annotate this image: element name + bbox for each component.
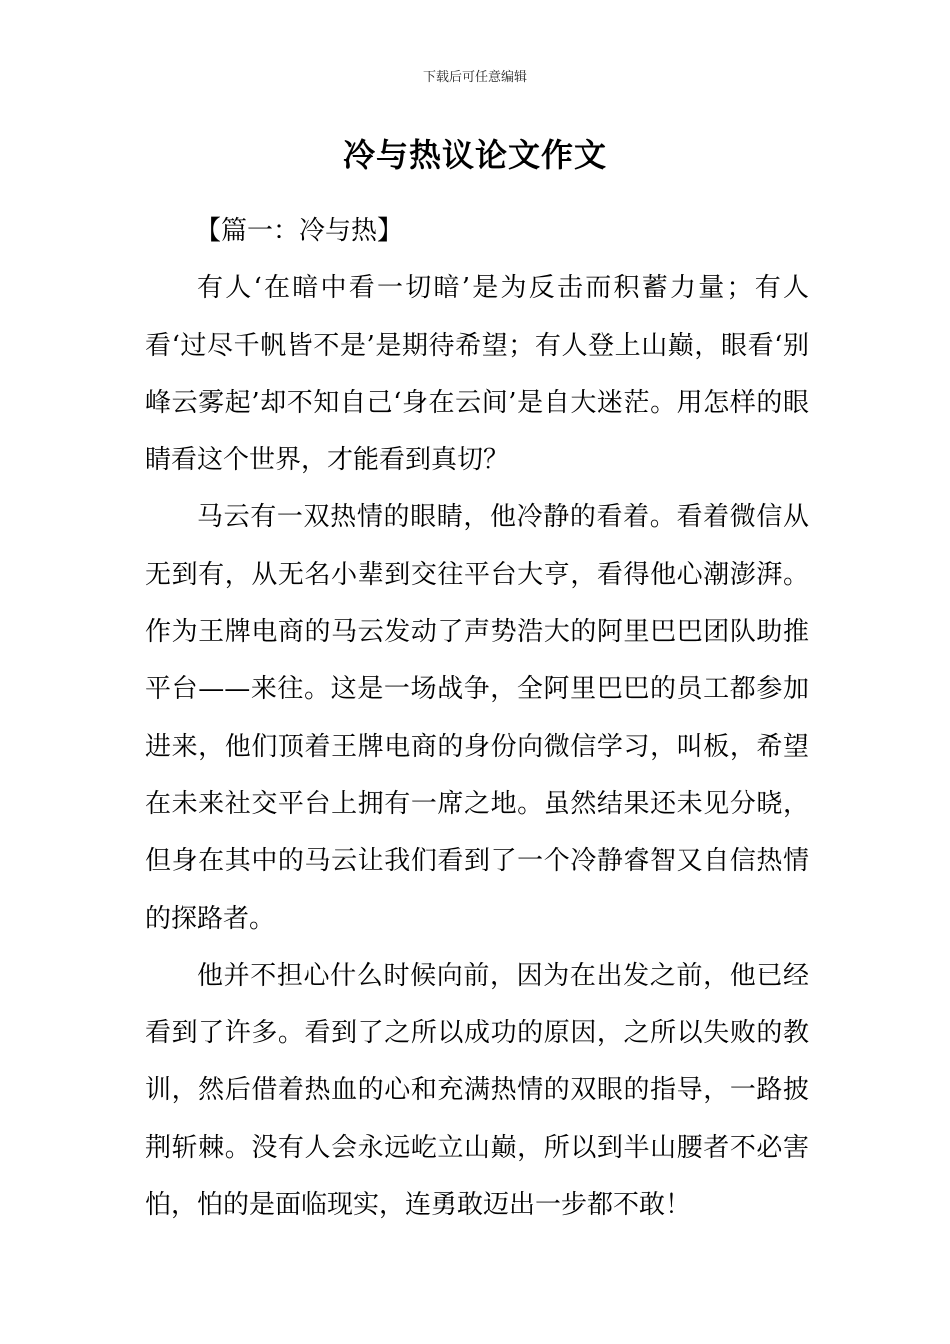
paragraph-3: 他并不担心什么时候向前，因为在出发之前，他已经看到了许多。看到了之所以成功的原因，之所以失败的教训，然后借着热血的心和充满热情的双眼的指导，一路披荆斩棘。没有人会永远屹立山巅，所以到半山腰者不必害怕，怕的是面临现实，连勇敢迈出一步都不敢！ xyxy=(145,960,809,1221)
paragraph-2: 马云有一双热情的眼睛，他冷静的看着。看着微信从无到有，从无名小辈到交往平台大亨，看得他心潮澎湃。作为王牌电商的马云发动了声势浩大的阿里巴巴团队助推平台——来往。这是一场战争，全阿里巴巴的员工都参加进来，他们顶着王牌电商的身份向微信学习，叫板，希望在未来社交平台上拥有一席之地。虽然结果还未见分晓，但身在其中的马云让我们看到了一个冷静睿智又自信热情的探路者。 xyxy=(145,502,809,934)
section-heading: 【篇一：冷与热】 xyxy=(195,216,404,246)
document-body xyxy=(145,203,809,1234)
header-note: 下载后可任意编辑 xyxy=(422,70,527,85)
document-title: 冷与热议论文作文 xyxy=(342,136,607,174)
paragraph-1: 有人‘在暗中看一切暗’是为反击而积蓄力量；有人看‘过尽千帆皆不是’是期待希望；有人登上山巅，眼看‘别峰云雾起’却不知自己‘身在云间’是自大迷茫。用怎样的眼睛看这个世界，才能看到真切？ xyxy=(145,273,809,476)
